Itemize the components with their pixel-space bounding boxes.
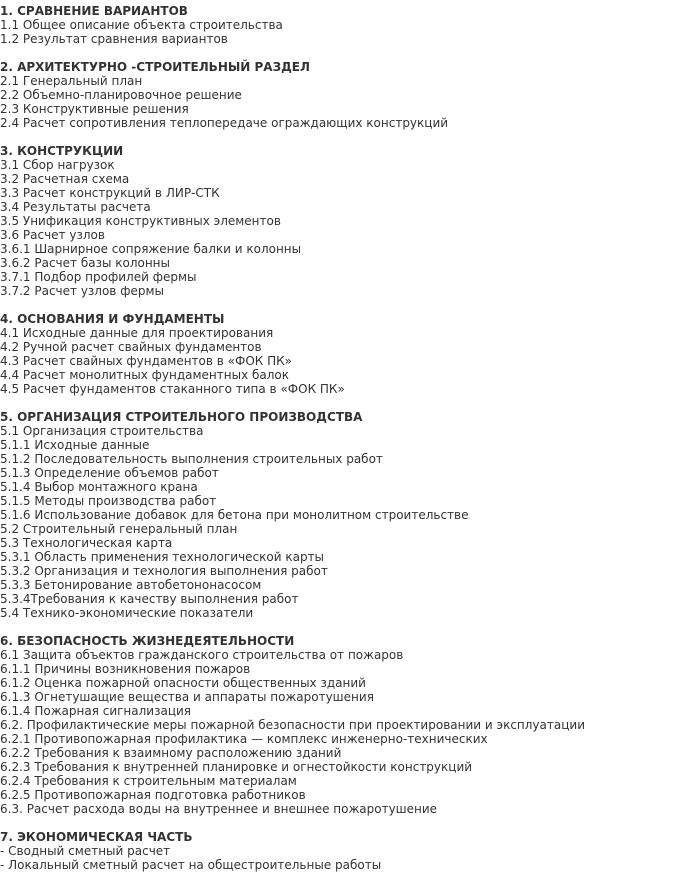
- section-heading: 5. ОРГАНИЗАЦИЯ СТРОИТЕЛЬНОГО ПРОИЗВОДСТВА: [0, 410, 363, 424]
- toc-item: 6.2.4 Требования к строительным материалам: [0, 774, 297, 788]
- toc-item: 3.7.2 Расчет узлов фермы: [0, 284, 164, 298]
- toc-item: 3.6.1 Шарнирное сопряжение балки и колонны: [0, 242, 302, 256]
- toc-item: 5.1 Организация строительства: [0, 424, 204, 438]
- toc-item: 5.4 Технико-экономические показатели: [0, 606, 254, 620]
- toc-item: 6.1.1 Причины возникновения пожаров: [0, 662, 251, 676]
- toc-item: 6.2.1 Противопожарная профилактика — комплекс инженерно-технических: [0, 732, 488, 746]
- toc-item: 5.3.4Требования к качеству выполнения работ: [0, 592, 299, 606]
- toc-section: [0, 410, 700, 620]
- toc-item: 5.1.3 Определение объемов работ: [0, 466, 219, 480]
- toc-item: - Локальный сметный расчет на общестроительные работы: [0, 858, 382, 872]
- toc-item: 5.3.2 Организация и технология выполнения работ: [0, 564, 328, 578]
- section-item-list: [0, 158, 700, 298]
- section-item-list: [0, 648, 700, 816]
- toc-item: 6.1 Защита объектов гражданского строительства от пожаров: [0, 648, 404, 662]
- section-item-list: [0, 74, 700, 130]
- toc-item: - Сводный сметный расчет: [0, 844, 171, 858]
- section-heading: 1. СРАВНЕНИЕ ВАРИАНТОВ: [0, 4, 188, 18]
- toc-item: 2.4 Расчет сопротивления теплопередаче ограждающих конструкций: [0, 116, 449, 130]
- section-heading: 7. ЭКОНОМИЧЕСКАЯ ЧАСТЬ: [0, 830, 193, 844]
- toc-section: [0, 830, 700, 872]
- toc-item: 6.1.3 Огнетушащие вещества и аппараты пожаротушения: [0, 690, 374, 704]
- toc-item: 3.7.1 Подбор профилей фермы: [0, 270, 197, 284]
- toc-item: 5.1.2 Последовательность выполнения строительных работ: [0, 452, 383, 466]
- toc-item: 1.2 Результат сравнения вариантов: [0, 32, 228, 46]
- toc-item: 6.2. Профилактические меры пожарной безопасности при проектировании и эксплуатации: [0, 718, 585, 732]
- toc-item: 3.6 Расчет узлов: [0, 228, 105, 242]
- toc-item: 5.3.3 Бетонирование автобетононасосом: [0, 578, 262, 592]
- toc-item: 3.6.2 Расчет базы колонны: [0, 256, 171, 270]
- toc-item: 2.2 Объемно-планировочное решение: [0, 88, 242, 102]
- section-item-list: [0, 844, 700, 872]
- toc-item: 5.3.1 Область применения технологической карты: [0, 550, 325, 564]
- toc-item: 2.3 Конструктивные решения: [0, 102, 189, 116]
- toc-item: 6.1.4 Пожарная сигнализация: [0, 704, 192, 718]
- section-heading: 2. АРХИТЕКТУРНО -СТРОИТЕЛЬНЫЙ РАЗДЕЛ: [0, 60, 310, 74]
- toc-item: 6.2.3 Требования к внутренней планировке и огнестойкости конструкций: [0, 760, 473, 774]
- toc-section: [0, 60, 700, 130]
- toc-item: 4.1 Исходные данные для проектирования: [0, 326, 274, 340]
- toc-item: 5.2 Строительный генеральный план: [0, 522, 238, 536]
- toc-item: 3.2 Расчетная схема: [0, 172, 130, 186]
- toc-item: 5.1.5 Методы производства работ: [0, 494, 217, 508]
- table-of-contents: [0, 4, 700, 872]
- section-heading: 3. КОНСТРУКЦИИ: [0, 144, 124, 158]
- toc-item: 6.3. Расчет расхода воды на внутреннее и внешнее пожаротушение: [0, 802, 438, 816]
- toc-item: 4.5 Расчет фундаментов стаканного типа в «ФОК ПК»: [0, 382, 345, 396]
- section-item-list: [0, 326, 700, 396]
- section-heading: 4. ОСНОВАНИЯ И ФУНДАМЕНТЫ: [0, 312, 225, 326]
- toc-section: [0, 4, 700, 46]
- toc-item: 6.2.2 Требования к взаимному расположению зданий: [0, 746, 342, 760]
- toc-section: [0, 634, 700, 816]
- toc-item: 3.4 Результаты расчета: [0, 200, 151, 214]
- section-heading: 6. БЕЗОПАСНОСТЬ ЖИЗНЕДЕЯТЕЛЬНОСТИ: [0, 634, 295, 648]
- toc-item: 5.1.6 Использование добавок для бетона при монолитном строительстве: [0, 508, 469, 522]
- section-item-list: [0, 424, 700, 620]
- toc-item: 3.3 Расчет конструкций в ЛИР-СТК: [0, 186, 220, 200]
- toc-item: 5.1.4 Выбор монтажного крана: [0, 480, 198, 494]
- toc-section: [0, 312, 700, 396]
- toc-item: 1.1 Общее описание объекта строительства: [0, 18, 283, 32]
- section-item-list: [0, 18, 700, 46]
- toc-item: 4.4 Расчет монолитных фундаментных балок: [0, 368, 290, 382]
- toc-item: 4.2 Ручной расчет свайных фундаментов: [0, 340, 262, 354]
- toc-item: 6.1.2 Оценка пожарной опасности общественных зданий: [0, 676, 366, 690]
- toc-item: 6.2.5 Противопожарная подготовка работников: [0, 788, 306, 802]
- toc-item: 3.5 Унификация конструктивных элементов: [0, 214, 281, 228]
- toc-item: 2.1 Генеральный план: [0, 74, 143, 88]
- toc-item: 4.3 Расчет свайных фундаментов в «ФОК ПК»: [0, 354, 293, 368]
- toc-item: 5.1.1 Исходные данные: [0, 438, 150, 452]
- toc-item: 3.1 Сбор нагрузок: [0, 158, 115, 172]
- toc-item: 5.3 Технологическая карта: [0, 536, 173, 550]
- toc-section: [0, 144, 700, 298]
